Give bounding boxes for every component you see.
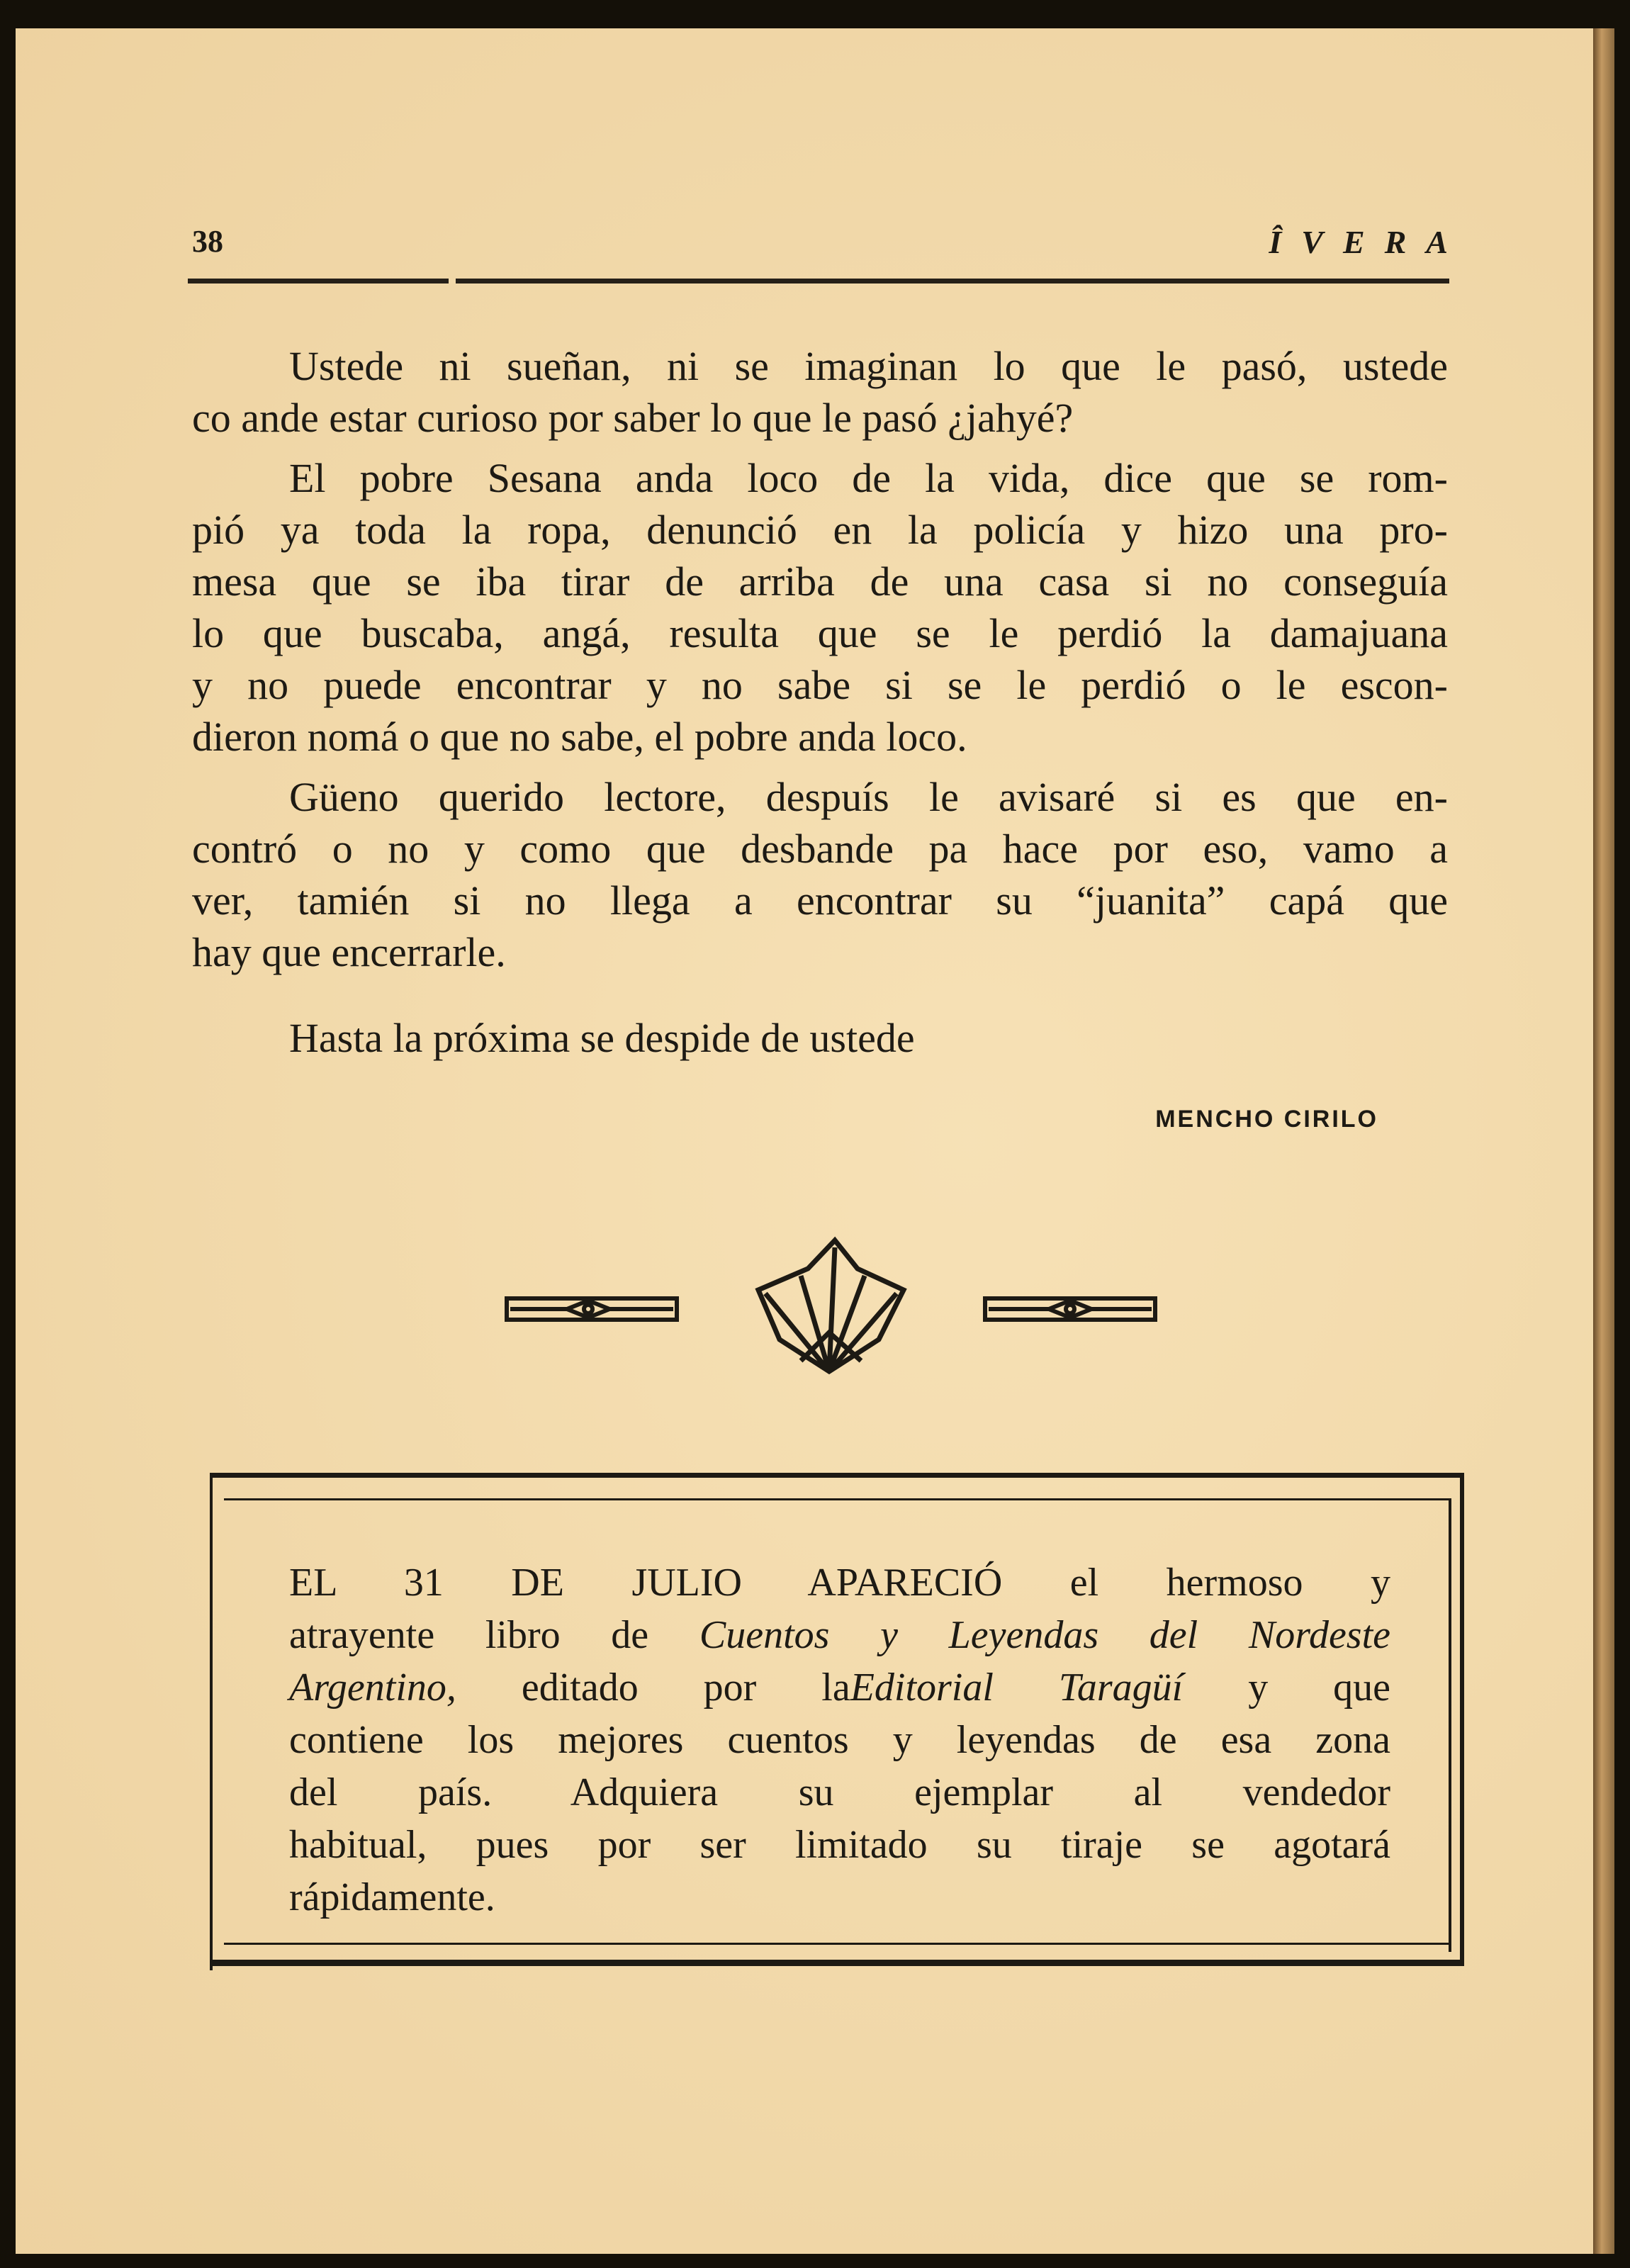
paragraph (192, 340, 1448, 444)
shell-icon (758, 1240, 904, 1371)
text-line: lo que buscaba, angá, resulta que se le perdió la damajuana (192, 610, 1448, 656)
text-line: Ustede ni sueñan, ni se imaginan lo que le pasó, ustede (289, 343, 1448, 389)
text-line: habitual, pues por ser limitado su tiraje se agotará (289, 1823, 1390, 1867)
advertisement-text (289, 1556, 1390, 1924)
text-line: ver, tamién si no llega a encontrar su “juanita” capá que (192, 877, 1448, 924)
header-rule (188, 279, 1449, 284)
page-header (192, 223, 1468, 266)
closing-line: Hasta la próxima se despide de ustede (289, 1015, 915, 1061)
text-segment: editado por la (521, 1666, 850, 1710)
right-flourish-icon (985, 1298, 1155, 1320)
text-line: del país. Adquiera su ejemplar al vendedor (289, 1770, 1390, 1814)
publisher-name: Editorial Taragüí (850, 1666, 1184, 1710)
text-line: mesa que se iba tirar de arriba de una casa si no conseguía (192, 558, 1448, 605)
text-line: hay que encerrarle. (192, 929, 506, 975)
running-head: ÎVERA (1269, 224, 1468, 260)
book-title: Cuentos y Leyendas del Nordeste (699, 1613, 1391, 1657)
text-line: contró o no y como que desbande pa hace por eso, vamo a (192, 826, 1448, 872)
article-body (192, 340, 1448, 987)
page-number: 38 (192, 224, 223, 259)
text-line: Güeno querido lectore, despuís le avisaré si es que en- (289, 774, 1448, 820)
text-segment: y que (1248, 1666, 1391, 1710)
text-segment: atrayente libro de (289, 1613, 649, 1657)
headline-caps: EL 31 DE JULIO APARECIÓ (289, 1561, 1003, 1605)
paragraph (192, 452, 1448, 763)
left-flourish-icon (507, 1298, 677, 1320)
book-title-cont: Argentino, (289, 1666, 456, 1710)
advertisement-box (210, 1473, 1464, 1970)
text-line: rápidamente. (289, 1875, 495, 1919)
text-line: dieron nomá o que no sabe, el pobre anda loco. (192, 714, 967, 760)
signature: MENCHO CIRILO (1155, 1106, 1378, 1133)
paragraph (192, 771, 1448, 978)
text-line: pió ya toda la ropa, denunció en la policía y hizo una pro- (192, 507, 1448, 553)
shell-ornament-icon (496, 1233, 1169, 1382)
page-edge (1593, 28, 1614, 2254)
text-line: El pobre Sesana anda loco de la vida, dice que se rom- (289, 455, 1448, 501)
text-segment: el hermoso y (1069, 1561, 1391, 1605)
text-line: y no puede encontrar y no sabe si se le perdió o le escon- (192, 662, 1448, 708)
text-line: co ande estar curioso por saber lo que le pasó ¿jahyé? (192, 395, 1074, 441)
text-line: contiene los mejores cuentos y leyendas de esa zona (289, 1718, 1390, 1762)
